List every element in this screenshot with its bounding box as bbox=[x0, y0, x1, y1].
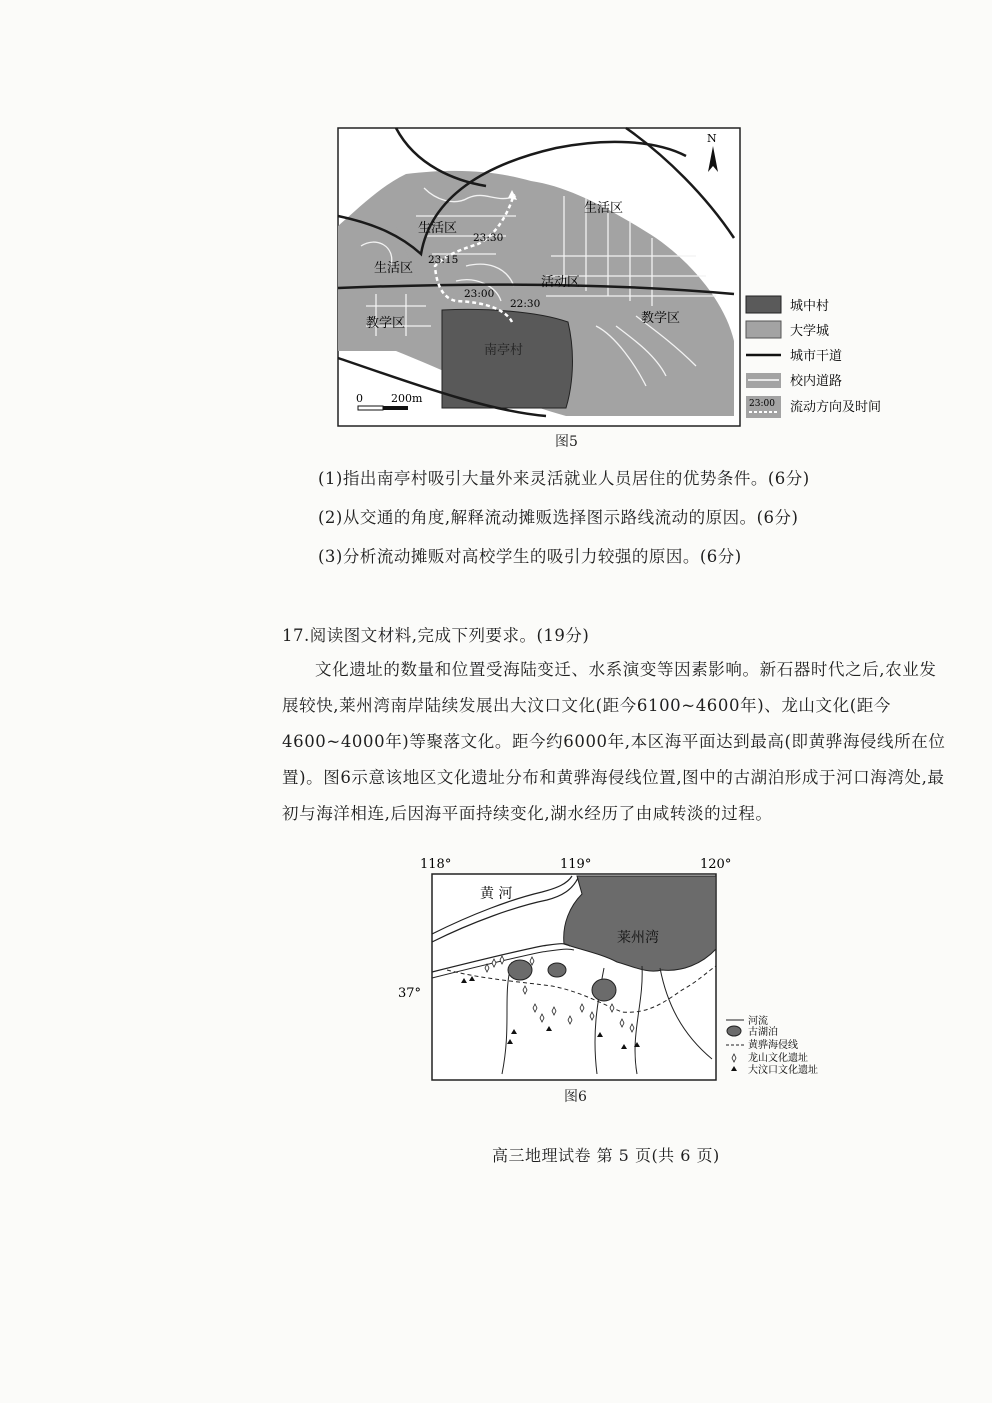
area-label-teaching: 教学区 bbox=[366, 316, 406, 331]
figure-5-caption: 图5 bbox=[555, 434, 578, 450]
area-label-living: 生活区 bbox=[374, 261, 414, 276]
legend-label: 古湖泊 bbox=[748, 1027, 778, 1038]
legend-label: 河流 bbox=[748, 1016, 768, 1027]
svg-text:23:00: 23:00 bbox=[749, 399, 775, 409]
legend-label: 黄骅海侵线 bbox=[748, 1040, 798, 1051]
figure-5-map bbox=[336, 126, 906, 428]
north-label: N bbox=[707, 132, 717, 145]
svg-text:200m: 200m bbox=[391, 392, 423, 405]
figure-6-caption: 图6 bbox=[564, 1089, 587, 1105]
question-17-title: 17.阅读图文材料,完成下列要求。(19分) bbox=[282, 626, 590, 645]
route-time: 22:30 bbox=[510, 298, 541, 310]
yellow-river-label: 黄 河 bbox=[480, 886, 513, 902]
area-label-activity: 活动区 bbox=[541, 275, 581, 290]
figure-5-legend bbox=[746, 296, 881, 418]
longitude-label: 120° bbox=[700, 857, 732, 872]
legend-label: 校内道路 bbox=[790, 374, 843, 389]
area-label-living: 生活区 bbox=[418, 221, 458, 236]
legend-label: 大学城 bbox=[790, 324, 830, 339]
figure-6-legend bbox=[726, 1014, 818, 1076]
area-label-village: 南亭村 bbox=[484, 343, 524, 358]
legend-label: 城中村 bbox=[790, 299, 830, 314]
longitude-label: 119° bbox=[560, 857, 592, 872]
question-17-paragraph: 文化遗址的数量和位置受海陆变迁、水系演变等因素影响。新石器时代之后,农业发展较快,莱州湾南岸陆续发展出大汶口文化(距今6100~4600年)、龙山文化(距今4600~4000年)等聚落文化。距今约6000年,本区海平面达到最高(即黄骅海侵线所在位置)。图6示意该地区文化遗址分布和黄骅海侵线位置,图中的古湖泊形成于河口海湾处,最初与海洋相连,后因海平面持续变化,湖水经历了由咸转淡的过程。 bbox=[282, 660, 946, 823]
svg-text:0: 0 bbox=[356, 392, 363, 405]
legend-label: 城市干道 bbox=[790, 349, 843, 364]
legend-label: 流动方向及时间 bbox=[790, 400, 882, 415]
legend-label: 大汶口文化遗址 bbox=[748, 1065, 818, 1076]
latitude-label: 37° bbox=[398, 986, 422, 1001]
figure-6-map bbox=[392, 854, 842, 1084]
longitude-label: 118° bbox=[420, 857, 452, 872]
route-time: 23:00 bbox=[464, 288, 495, 300]
area-label-living: 生活区 bbox=[584, 201, 624, 216]
route-time: 23:15 bbox=[428, 254, 459, 266]
page-footer: 高三地理试卷 第 5 页(共 6 页) bbox=[492, 1146, 720, 1165]
route-time: 23:30 bbox=[473, 232, 504, 244]
laizhou-bay-label: 莱州湾 bbox=[617, 930, 659, 946]
area-label-teaching: 教学区 bbox=[641, 311, 681, 326]
question-16-1: (1)指出南亭村吸引大量外来灵活就业人员居住的优势条件。(6分) bbox=[318, 469, 810, 488]
legend-label: 龙山文化遗址 bbox=[748, 1053, 808, 1064]
nanting-village-area bbox=[442, 309, 572, 408]
question-16-2: (2)从交通的角度,解释流动摊贩选择图示路线流动的原因。(6分) bbox=[318, 508, 799, 527]
question-16-3: (3)分析流动摊贩对高校学生的吸引力较强的原因。(6分) bbox=[318, 547, 742, 566]
